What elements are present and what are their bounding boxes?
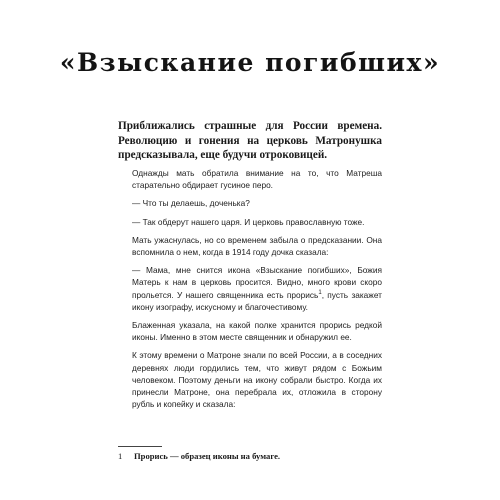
paragraph-text-tail: , пусть закажет икону изографу, искусному и благочестивому. [132,289,382,312]
paragraph: Мать ужаснулась, но со временем забыла о предсказании. Она вспомнила о нем, когда в 1914 году дочка сказала: [132,234,382,258]
paragraph: Блаженная указала, на какой полке хранится прорись редкой иконы. Именно в этом месте священник и обнаружил ее. [132,320,382,343]
chapter-title: «Взыскание погибших» [59,48,441,77]
paragraph-with-footnote [132,264,382,313]
footnote-number: 1 [118,451,123,461]
footnote [118,451,388,461]
footnote-divider [118,446,162,447]
lead-paragraph: Приближались страшные для России времена. Революцию и гонения на церковь Матронушка предсказывала, еще будучи отроковицей. [118,120,382,162]
footnote-text: Прорись — образец иконы на бумаге. [134,451,281,461]
paragraph: Однажды мать обратила внимание на то, что Матреша старательно обдирает гусиное перо. [132,168,382,191]
footnote-reference[interactable]: 1 [318,289,322,296]
paragraph: — Что ты делаешь, доченька? [132,198,250,209]
paragraph: К этому времени о Матроне знали по всей России, а в соседних деревнях люди гордились тем, что живут рядом с Божьим человеком. Поэтому деньги на икону собрали быстро. Когда их принесли Матроне, она перебрала их, отложила в сторону рубль и копейку и сказала: [132,350,382,410]
body-text [132,167,382,416]
paragraph-text: — Мама, мне снится икона «Взыскание погибших», Божия Матерь к нам в церковь просится. Видно, много крови скоро прольется. У нашего священника есть прорись [132,265,382,300]
paragraph: — Так обдерут нашего царя. И церковь православную тоже. [132,216,365,227]
